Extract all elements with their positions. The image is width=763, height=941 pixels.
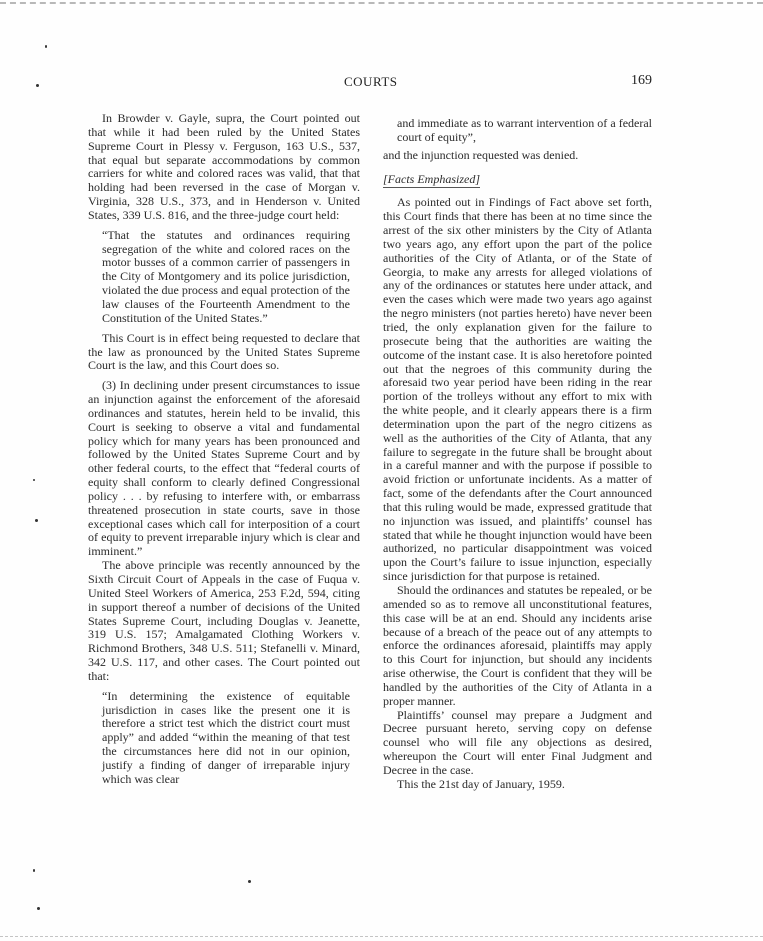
scan-speck: [35, 519, 38, 522]
left-column: [88, 112, 360, 793]
scan-speck: [37, 907, 40, 910]
block-quote-continuation: and immediate as to warrant intervention of a federal court of equity”,: [397, 116, 652, 144]
scan-speck: [45, 45, 47, 48]
scan-speck: [248, 880, 251, 883]
paragraph-sixth-circuit: The above principle was recently announced by the Sixth Circuit Court of Appeals in the case of Fuqua v. United Steel Workers of America, 253 F.2d, 594, citing in support thereof a number of decisions of the United States Supreme Court, including Douglas v. Jeanette, 319 U.S. 157; Amalgamated Clothing Workers v. Richmond Brothers, 348 U.S. 511; Stefanelli v. Minard, 342 U.S. 117, and other cases. The Court pointed out that:: [88, 558, 360, 683]
section-heading-facts-emphasized: [Facts Emphasized]: [383, 173, 480, 189]
paragraph-injunction-policy: (3) In declining under present circumstances to issue an injunction against the enforcement of the aforesaid ordinances and statutes, herein held to be invalid, this Court is seeking to observe a vital and fundamental policy which for many years has been pronounced and followed by the United States Supreme Court and by other federal courts, to the effect that “federal courts of equity shall conform to clearly defined Congressional policy . . . by refusing to interfere with, or embarrass threatened prosecution in state courts, save in those exceptional cases which call for interposition of a court of equity to prevent irreparable injury which is clear and imminent.”: [88, 378, 360, 559]
page-number: 169: [631, 73, 652, 88]
bottom-border-rule: [0, 936, 763, 937]
top-border-rule: [0, 2, 763, 4]
paragraph-repeal-ordinances: Should the ordinances and statutes be repealed, or be amended so as to remove all unconstitutional features, this case will be at an end. Should any incidents arise because of a breach of the peace out of any attempts to enforce the ordinances aforesaid, plaintiffs may apply to this Court for injunction, but should any incidents arise otherwise, the Court is confident that they will be handled by the authorities of the City of Atlanta in a proper manner.: [383, 583, 652, 708]
right-column: [383, 117, 652, 792]
injunction-denied-line: and the injunction requested was denied.: [383, 147, 579, 162]
paragraph-findings-of-fact: As pointed out in Findings of Fact above set forth, this Court finds that there has been at no time since the arrest of the six other ministers by the City of Atlanta two years ago, any effort upon the part of the police authorities of the City of Atlanta, or of the State of Georgia, to make any arrests for alleged violations of any of the ordinances or statutes here under attack, and even the cases which were made two years ago against the negro ministers (not parties hereto) have never been tried, the only explanation given for the failure to prosecute being that the authorities are waiting the outcome of the instant case. It is also heretofore pointed out that the negroes of this community during the aforesaid two year period have been riding in the rear portion of the trolleys without any effort to mix with the white people, and it clearly appears there is a firm determination upon the part of the negro citizens as well as the authorities of the City of Atlanta, that any failure to segregate in the future shall be brought about in a careful manner and with the purpose if possible to avoid friction or unfortunate incidents. As a matter of fact, some of the defendants after the Court announced that this ruling would be made, expressed gratitude that no injunction was issued, and plaintiffs’ counsel has stated that while he thought injunction would have been authorized, no particular disappointment was voiced upon the Court’s failure to issue injunction, especially since jurisdiction for that purpose is retained.: [383, 195, 652, 584]
block-quote-equitable-jurisdiction: “In determining the existence of equitable jurisdiction in cases like the present one it is therefore a strict test which the district court must apply” and added “within the meaning of that test the circumstances here did not in our opinion, justify a finding of danger of irreparable injury which was clear: [102, 688, 350, 786]
paragraph-browder: In Browder v. Gayle, supra, the Court pointed out that while it had been ruled by the United States Supreme Court in Plessy v. Ferguson, 163 U.S., 537, that equal but separate accommodations by common carriers for white and colored races was valid, that that holding had been reversed in the case of Morgan v. Virginia, 328 U.S., 373, and in Henderson v. United States, 339 U.S. 816, and the three-judge court held:: [88, 111, 360, 222]
scan-speck: [33, 479, 35, 481]
paragraph-declaration: This Court is in effect being requested to declare that the law as pronounced by the United States Supreme Court is the law, and this Court does so.: [88, 330, 360, 373]
block-quote-three-judge-court: “That the statutes and ordinances requiring segregation of the white and colored races on the motor busses of a common carrier of passengers in the City of Montgomery and its police jurisdiction, violated the due process and equal protection of the law clauses of the Fourteenth Amendment to the Constitution of the United States.”: [102, 227, 350, 325]
scan-speck: [33, 869, 35, 872]
paragraph-date-signed: This the 21st day of January, 1959.: [397, 776, 565, 791]
scan-speck: [36, 84, 39, 87]
paragraph-judgment-decree: Plaintiffs’ counsel may prepare a Judgment and Decree pursuant hereto, serving copy on defense counsel who will file any objections as desired, whereupon the Court will enter Final Judgment and Decree in the case.: [383, 707, 652, 777]
running-header-title: COURTS: [344, 74, 398, 89]
